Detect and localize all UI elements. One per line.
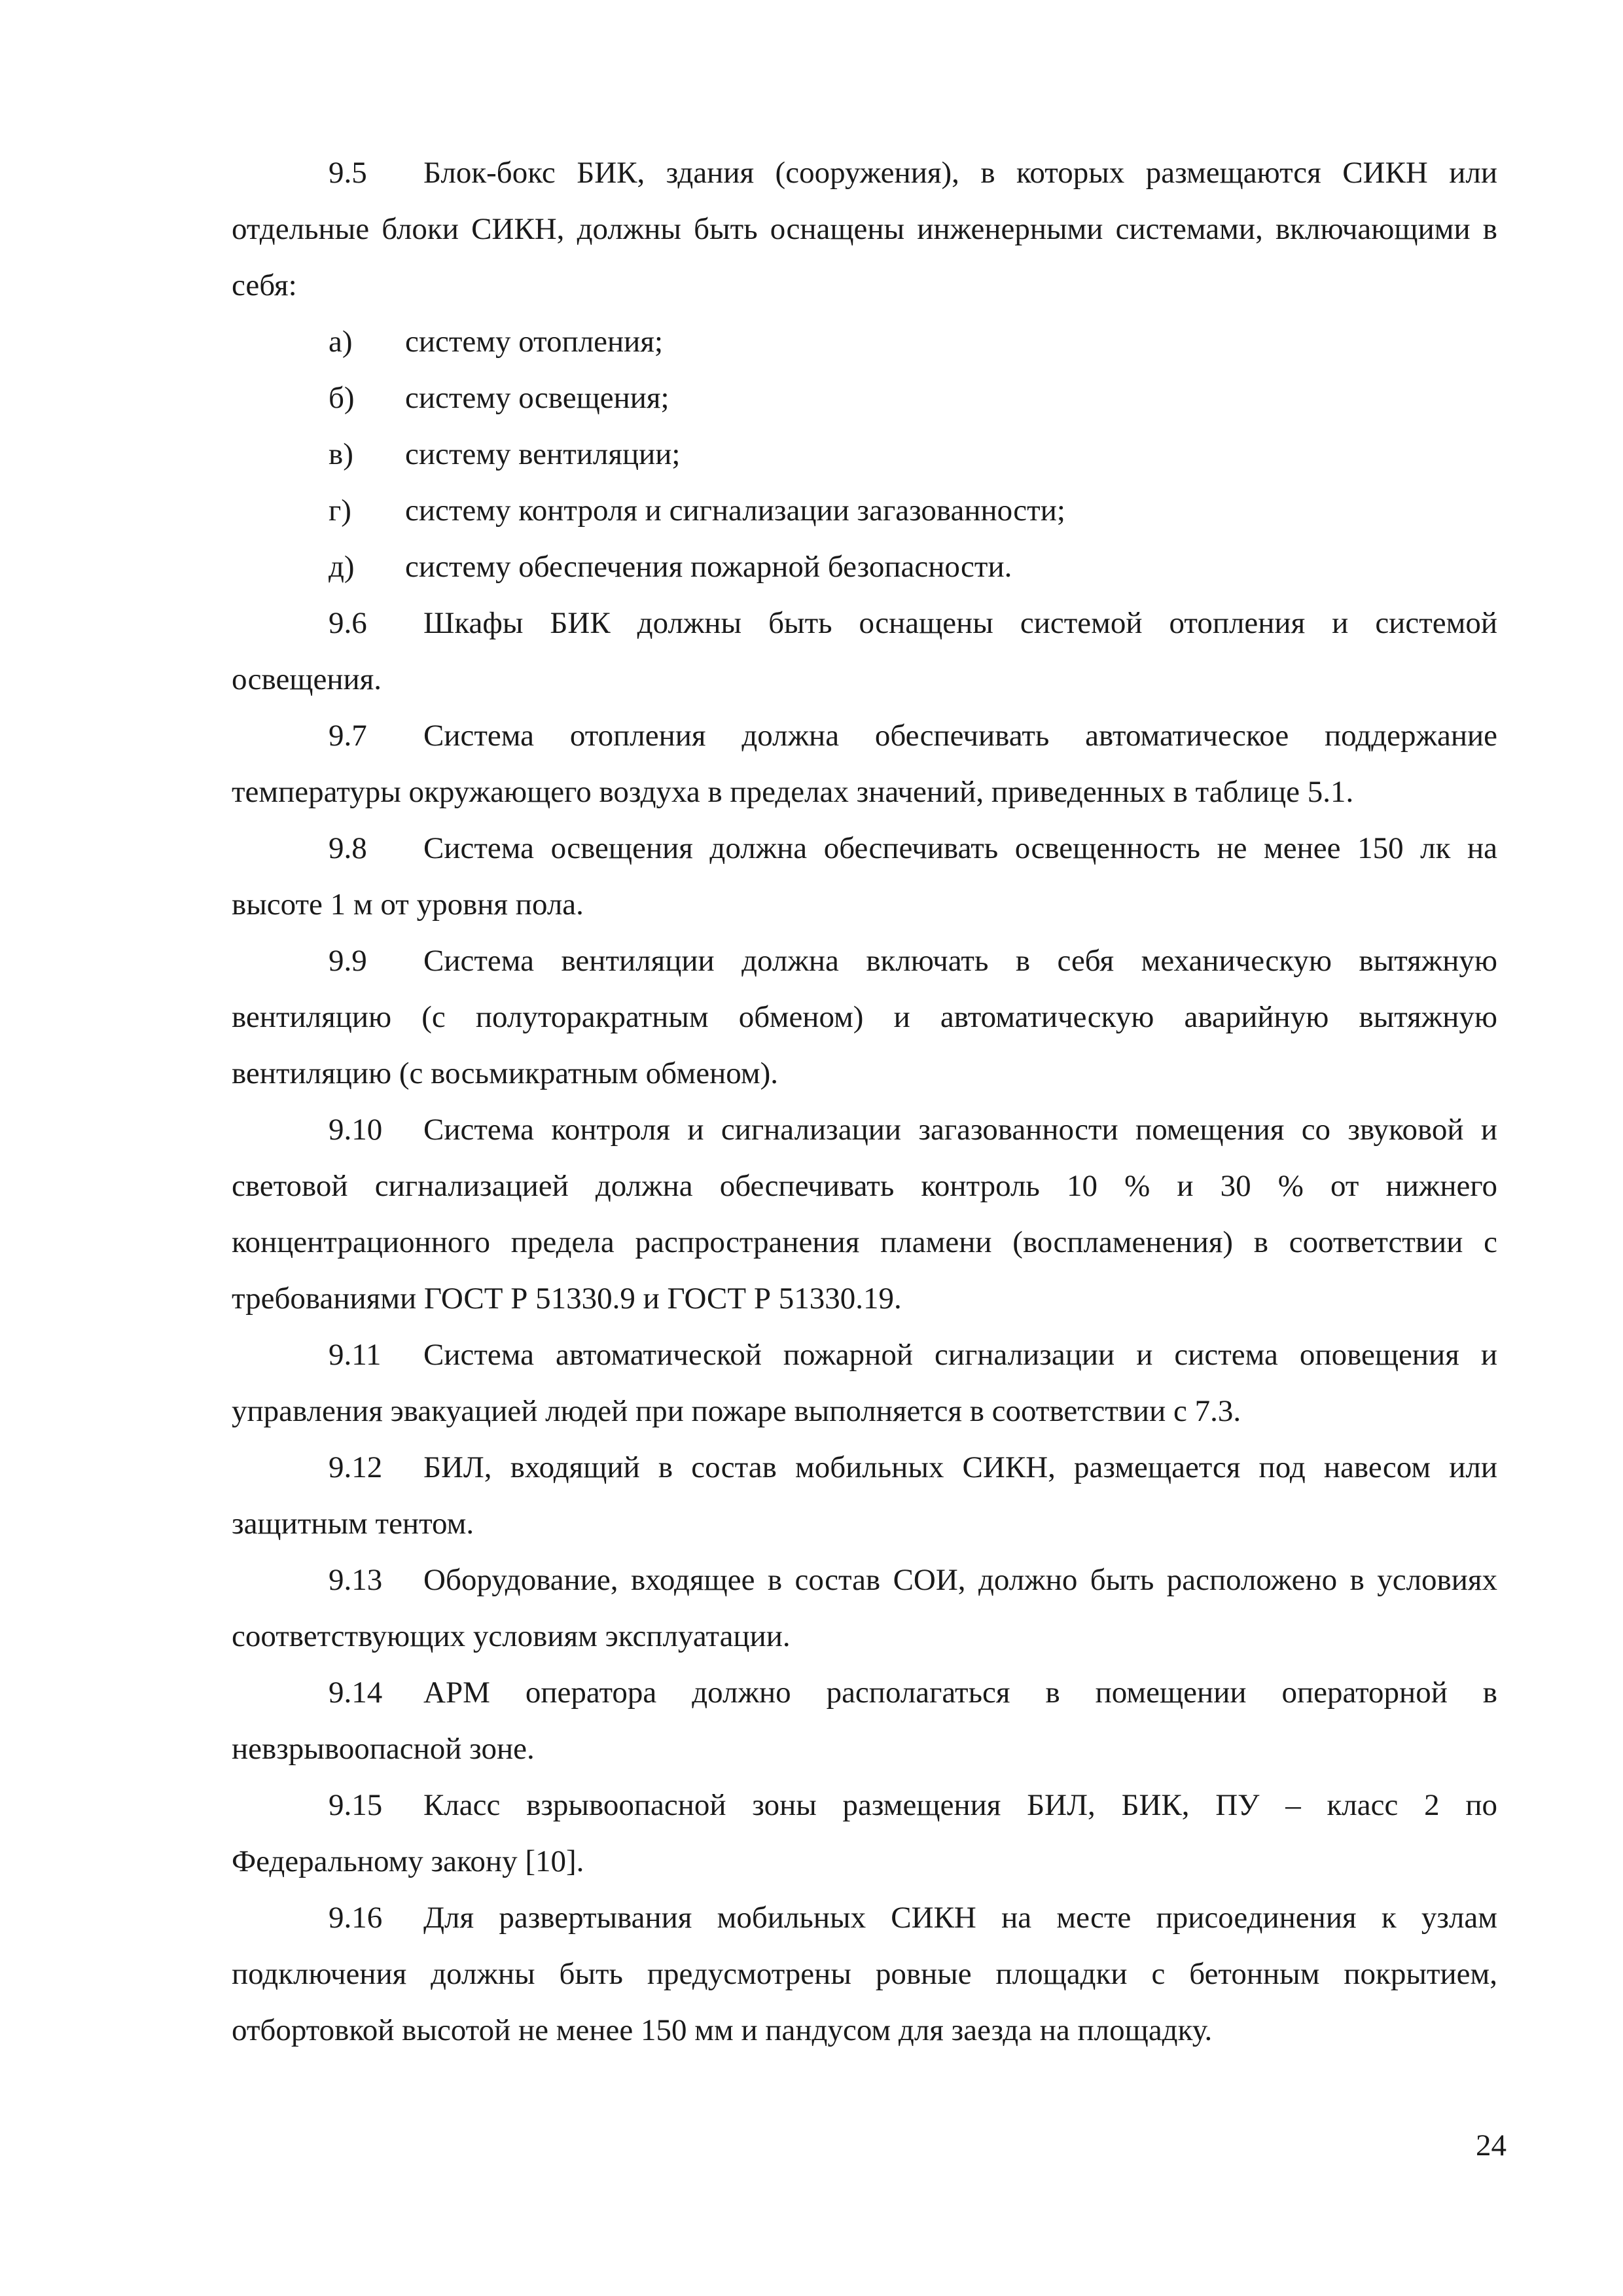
clause-text: Система автоматической пожарной сигнализации и система оповещения и управления эвакуацией людей при пожаре выполняется в соответствии с 7.3. (232, 1338, 1497, 1428)
paragraph-9-5 (232, 145, 1497, 314)
clause-text: БИЛ, входящий в состав мобильных СИКН, размещается под навесом или защитным тентом. (232, 1450, 1497, 1541)
paragraph-9-12 (232, 1439, 1497, 1552)
clause-text: Для развертывания мобильных СИКН на месте присоединения к узлам подключения должны быть предусмотрены ровные площадки с бетонным покрытием, отбортовкой высотой не менее 150 мм и пандусом для заезда на площадку. (232, 1901, 1497, 2047)
list-letter: г) (329, 493, 351, 528)
paragraph-9-9 (232, 933, 1497, 1102)
clause-number: 9.16 (329, 1901, 383, 1935)
clause-number: 9.10 (329, 1113, 383, 1147)
clause-text: Система освещения должна обеспечивать освещенность не менее 150 лк на высоте 1 м от уровня пола. (232, 831, 1497, 922)
clause-number: 9.6 (329, 606, 367, 640)
clause-text: Класс взрывоопасной зоны размещения БИЛ, БИК, ПУ – класс 2 по Федеральному закону [10]. (232, 1788, 1497, 1878)
paragraph-9-7 (232, 708, 1497, 820)
list-text: систему контроля и сигнализации загазованности; (405, 493, 1065, 528)
list-item (232, 314, 1497, 370)
list-text: систему освещения; (405, 381, 669, 415)
clause-number: 9.11 (329, 1338, 382, 1372)
paragraph-9-16 (232, 1890, 1497, 2058)
clause-text: АРМ оператора должно располагаться в помещении операторной в невзрывоопасной зоне. (232, 1676, 1497, 1766)
body-text (232, 145, 1497, 2058)
list-item (232, 482, 1497, 539)
clause-number: 9.12 (329, 1450, 383, 1484)
clause-number: 9.14 (329, 1676, 383, 1710)
list-letter: в) (329, 437, 353, 471)
clause-number: 9.8 (329, 831, 367, 865)
list-letter: а) (329, 325, 353, 359)
clause-number: 9.5 (329, 156, 367, 190)
clause-text: Шкафы БИК должны быть оснащены системой отопления и системой освещения. (232, 606, 1497, 696)
clause-number: 9.9 (329, 944, 367, 978)
clause-text: Блок-бокс БИК, здания (сооружения), в которых размещаются СИКН или отдельные блоки СИКН, должны быть оснащены инженерными системами, включающими в себя: (232, 156, 1497, 302)
list-text: систему обеспечения пожарной безопасности. (405, 550, 1012, 584)
list-item (232, 539, 1497, 595)
list-item (232, 370, 1497, 426)
paragraph-9-15 (232, 1777, 1497, 1890)
list-text: систему вентиляции; (405, 437, 681, 471)
paragraph-9-14 (232, 1664, 1497, 1777)
clause-number: 9.13 (329, 1563, 383, 1597)
systems-list (232, 314, 1497, 595)
paragraph-9-13 (232, 1552, 1497, 1664)
clause-number: 9.7 (329, 719, 367, 753)
clause-text: Система вентиляции должна включать в себя механическую вытяжную вентиляцию (с полуторакратным обменом) и автоматическую аварийную вытяжную вентиляцию (с восьмикратным обменом). (232, 944, 1497, 1090)
clause-text: Система отопления должна обеспечивать автоматическое поддержание температуры окружающего воздуха в пределах значений, приведенных в таблице 5.1. (232, 719, 1497, 809)
clause-number: 9.15 (329, 1788, 383, 1822)
paragraph-9-6 (232, 595, 1497, 708)
list-letter: д) (329, 550, 355, 584)
clause-text: Оборудование, входящее в состав СОИ, должно быть расположено в условиях соответствующих условиям эксплуатации. (232, 1563, 1497, 1653)
list-text: систему отопления; (405, 325, 664, 359)
clause-text: Система контроля и сигнализации загазованности помещения со звуковой и световой сигнализацией должна обеспечивать контроль 10 % и 30 % от нижнего концентрационного предела распространения пламени (воспламенения) в соответствии с требованиями ГОСТ Р 51330.9 и ГОСТ Р 51330.19. (232, 1113, 1497, 1316)
page-number: 24 (1476, 2128, 1507, 2162)
paragraph-9-11 (232, 1327, 1497, 1439)
list-item (232, 426, 1497, 482)
paragraph-9-8 (232, 820, 1497, 933)
list-letter: б) (329, 381, 355, 415)
paragraph-9-10 (232, 1102, 1497, 1327)
